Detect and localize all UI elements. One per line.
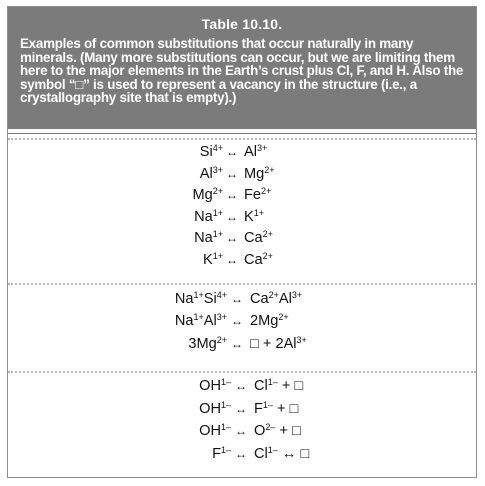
- substitution-left: $OH^{1-}$: [199, 399, 231, 417]
- exchange-arrow-icon: ↔: [226, 188, 238, 203]
- substitution-left: $Na^{1+}Si^{4+}$: [174, 290, 227, 307]
- substitution-right: $Cl^{1-}$ + □: [254, 377, 304, 394]
- substitution-left: $Na^{1+}Al^{3+}$: [174, 312, 227, 330]
- exchange-arrow-icon: ↔: [226, 231, 238, 246]
- exchange-arrow-icon: ↔: [226, 209, 238, 224]
- table-row: [8, 228, 476, 250]
- substitution-right: $O^{2-}$ + □: [254, 422, 301, 439]
- exchange-arrow-icon: ↔: [226, 166, 238, 181]
- substitution-right: $Al^{3+}$: [244, 143, 268, 160]
- table-row: [8, 443, 476, 466]
- dotted-divider: [8, 283, 476, 285]
- table-title: Table 10.10.: [201, 16, 283, 32]
- table-row: [8, 288, 476, 310]
- substitution-left: $K^{1+}$: [203, 250, 223, 268]
- single-ion-group: [8, 142, 476, 272]
- exchange-arrow-icon: ↔: [235, 446, 247, 461]
- table-row: [8, 333, 476, 355]
- substitution-left: $3Mg^{2+}$: [188, 334, 227, 352]
- table-row: [8, 420, 476, 443]
- exchange-arrow-icon: ↔: [226, 252, 238, 267]
- substitution-right: $F^{1-}$ + □: [254, 399, 299, 417]
- substitution-left: $Mg^{2+}$: [192, 186, 223, 204]
- substitution-left: $OH^{1-}$: [199, 377, 231, 394]
- table-frame: [7, 6, 477, 478]
- substitution-right: $2Mg^{2+}$: [250, 312, 289, 330]
- exchange-arrow-icon: ↔: [231, 314, 243, 329]
- exchange-arrow-icon: ↔: [226, 145, 238, 159]
- table-row: [8, 250, 476, 272]
- substitution-right: $Ca^{2+}$: [244, 250, 273, 268]
- exchange-arrow-icon: ↔: [235, 379, 247, 393]
- exchange-arrow-icon: ↔: [235, 424, 247, 438]
- exchange-arrow-icon: ↔: [231, 292, 243, 306]
- table-row: [8, 375, 476, 398]
- table-row: [8, 185, 476, 207]
- substitution-left: $Na^{1+}$: [194, 229, 223, 247]
- table-header: [8, 7, 476, 129]
- coupled-substitution-group: [8, 288, 476, 355]
- table-row: [8, 142, 476, 164]
- substitution-right: $Cl^{1-}$ ↔ □: [254, 444, 310, 462]
- header-divider: [8, 133, 476, 134]
- table-row: [8, 398, 476, 421]
- table-row: [8, 164, 476, 186]
- substitution-right: $Fe^{2+}$: [244, 186, 272, 204]
- substitution-left: $Si^{4+}$: [199, 143, 223, 160]
- table-caption: Examples of common substitutions that occur naturally in many minerals. (Many more substitutions can occur, but we are limiting them here to the major elements in the Earth’s crust plus Cl, F, and H. Also the symbol “□” is used to represent a vacancy in the structure (i.e., a crystallography site that is empty).): [20, 36, 464, 106]
- substitution-left: $Al^{3+}$: [199, 164, 223, 182]
- substitution-right: $K^{1+}$: [244, 207, 264, 225]
- dotted-divider: [8, 138, 476, 140]
- table-row: [8, 310, 476, 332]
- substitution-right: $Mg^{2+}$: [244, 164, 275, 182]
- dotted-divider: [8, 371, 476, 373]
- anion-substitution-group: [8, 375, 476, 465]
- substitution-right: □ + $2Al^{3+}$: [250, 334, 307, 352]
- substitution-right: $Ca^{2+}$: [244, 229, 273, 247]
- substitution-left: $F^{1-}$: [212, 444, 231, 462]
- substitution-right: $Ca^{2+}Al^{3+}$: [250, 290, 303, 307]
- exchange-arrow-icon: ↔: [231, 336, 243, 351]
- exchange-arrow-icon: ↔: [235, 401, 247, 416]
- substitution-left: $Na^{1+}$: [194, 207, 223, 225]
- substitution-left: $OH^{1-}$: [199, 422, 231, 439]
- table-row: [8, 207, 476, 229]
